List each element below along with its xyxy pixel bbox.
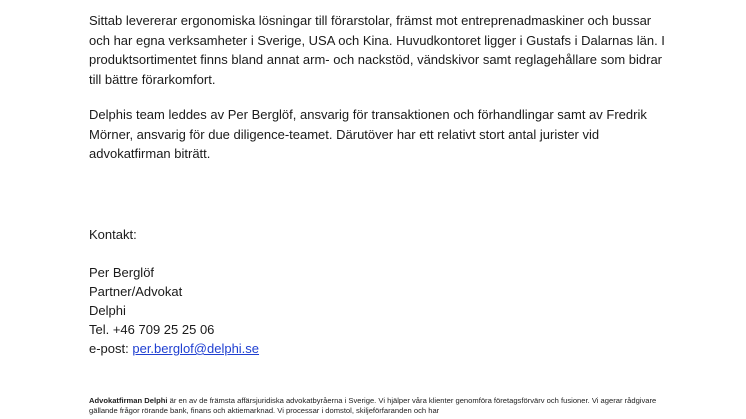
contact-block	[89, 263, 259, 358]
footer-company-name: Advokatfirman Delphi	[89, 396, 168, 405]
contact-email-line	[89, 339, 259, 358]
email-label: e-post:	[89, 341, 133, 356]
footer-text: är en av de främsta affärsjuridiska advokatbyråerna i Sverige. Vi hjälper våra klienter genomföra företagsförvärv och fusioner. Vi agerar rådgivare gällande frågor rörande bank, finans och aktiemarknad. Vi processar i domstol, skiljeförfaranden och har	[89, 396, 657, 415]
paragraph-delphi-team: Delphis team leddes av Per Berglöf, ansvarig för transaktionen och förhandlingar samt av Fredrik Mörner, ansvarig för due diligence-teamet. Därutöver har ett relativt stort antal jurister vid advokatfirman biträtt.	[89, 107, 647, 161]
contact-phone: Tel. +46 709 25 25 06	[89, 322, 215, 337]
paragraph-sittab: Sittab levererar ergonomiska lösningar till förarstolar, främst mot entreprenadmaskiner och bussar och har egna verksamheter i Sverige, USA och Kina. Huvudkontoret ligger i Gustafs i Dalarnas län. I produktsortimentet finns bland annat arm- och nackstöd, vändskivor samt reglagehållare som bidrar till bättre förarkomfort.	[89, 13, 665, 87]
contact-name: Per Berglöf	[89, 265, 155, 280]
contact-company: Delphi	[89, 303, 126, 318]
contact-heading: Kontakt:	[89, 227, 137, 242]
footer-boilerplate	[89, 396, 679, 415]
contact-title: Partner/Advokat	[89, 284, 183, 299]
press-release-body	[89, 11, 669, 164]
email-link[interactable]: per.berglof@delphi.se	[132, 341, 260, 356]
